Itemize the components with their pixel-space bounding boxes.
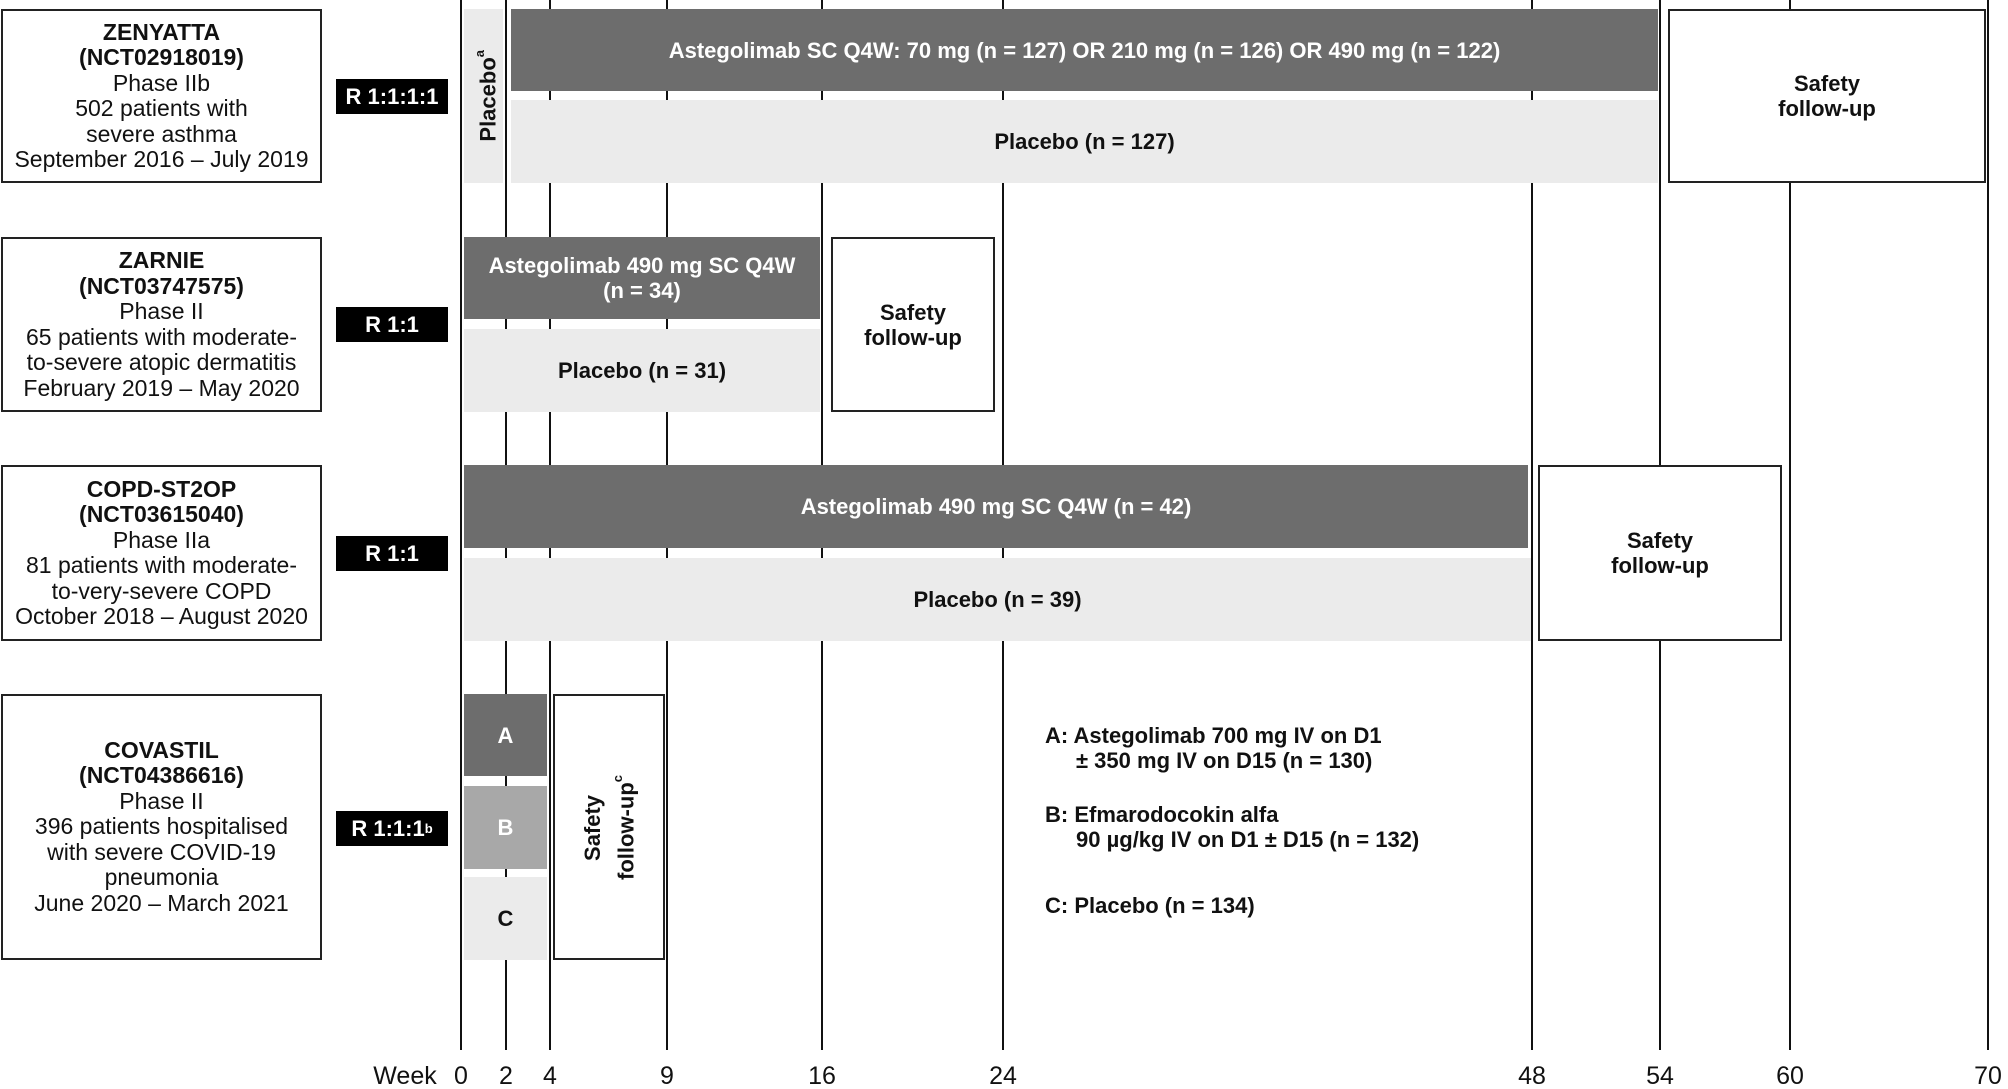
study-box-zenyatta [1,9,322,183]
study-pop: to-very-severe COPD [51,577,272,604]
week-gridline [1987,0,1989,1050]
randomisation-badge: R 1:1 [336,536,448,571]
study-phase: Phase IIb [112,69,211,96]
study-pop: severe asthma [86,120,237,147]
covastil-arm-c: C [464,877,547,960]
study-name: COPD-ST2OP [86,475,237,502]
study-phase: Phase IIa [112,526,211,553]
study-id: (NCT03615040) [79,501,244,527]
randomisation-badge: R 1:1:1 b [336,811,448,846]
week-tick-label: 70 [1974,1062,2002,1089]
study-pop: with severe COVID-19 [47,838,276,865]
study-pop: 502 patients with [75,95,248,121]
axis-label: Week [373,1062,437,1089]
study-box-zarnie [1,237,322,412]
week-tick-label: 48 [1518,1062,1546,1089]
legend-arm-a: A: Astegolimab 700 mg IV on D1 ± 350 mg IV on D15 (n = 130) [1045,723,1382,773]
covastil-arm-a: A [464,694,547,776]
zenyatta-active-bar: Astegolimab SC Q4W: 70 mg (n = 127) OR 210 mg (n = 126) OR 490 mg (n = 122) [511,9,1658,91]
zenyatta-placebo-bar: Placebo (n = 127) [511,100,1658,183]
study-name: COVASTIL [104,736,219,763]
zenyatta-safety-followup: Safety follow-up [1668,9,1986,183]
week-tick-label: 54 [1646,1062,1674,1089]
covastil-arm-b: B [464,786,547,869]
study-id: (NCT02918019) [79,44,244,70]
week-tick-label: 9 [660,1062,674,1089]
week-tick-label: 0 [454,1062,468,1089]
study-dates: February 2019 – May 2020 [23,374,300,401]
study-pop: 396 patients hospitalised [34,813,289,840]
zarnie-safety-followup: Safety follow-up [831,237,995,412]
zenyatta-placebo-leadin-bar: Placebo$^a$ [464,9,503,183]
copd-safety-followup: Safety follow-up [1538,465,1782,641]
study-name: ZENYATTA [102,18,221,45]
zarnie-active-bar: Astegolimab 490 mg SC Q4W (n = 34) [464,237,820,319]
study-dates: September 2016 – July 2019 [14,146,309,172]
copd-placebo-bar: Placebo (n = 39) [464,558,1531,641]
covastil-safety-followup: Safety follow-$up^c$ [553,694,665,960]
week-tick-label: 4 [543,1062,557,1089]
study-phase: Phase II [119,787,204,814]
week-tick-label: 60 [1776,1062,1804,1089]
legend-arm-b: B: Efmarodocokin alfa 90 µg/kg IV on D1 ± D15 (n = 132) [1045,802,1420,852]
study-dates: June 2020 – March 2021 [34,889,289,916]
study-box-covastil [1,694,322,960]
zarnie-placebo-bar: Placebo (n = 31) [464,329,820,412]
study-dates: October 2018 – August 2020 [15,603,308,629]
week-gridline [460,0,462,1050]
study-pop: to-severe atopic dermatitis [26,349,297,375]
study-pop: 81 patients with moderate- [25,552,298,578]
week-tick-label: 2 [499,1062,513,1089]
legend-arm-c: C: Placebo (n = 134) [1045,893,1255,918]
study-id: (NCT03747575) [79,272,244,299]
randomisation-badge: R 1:1 [336,307,448,342]
study-name: ZARNIE [118,247,205,273]
week-tick-label: 24 [989,1062,1017,1089]
study-pop: pneumonia [104,864,219,891]
randomisation-badge: R 1:1:1:1 [336,79,448,114]
week-tick-label: 16 [808,1062,836,1089]
study-box-copd [1,465,322,641]
copd-active-bar: Astegolimab 490 mg SC Q4W (n = 42) [464,465,1528,548]
study-phase: Phase II [119,298,204,324]
study-id: (NCT04386616) [79,762,244,789]
study-pop: 65 patients with moderate- [25,323,298,350]
